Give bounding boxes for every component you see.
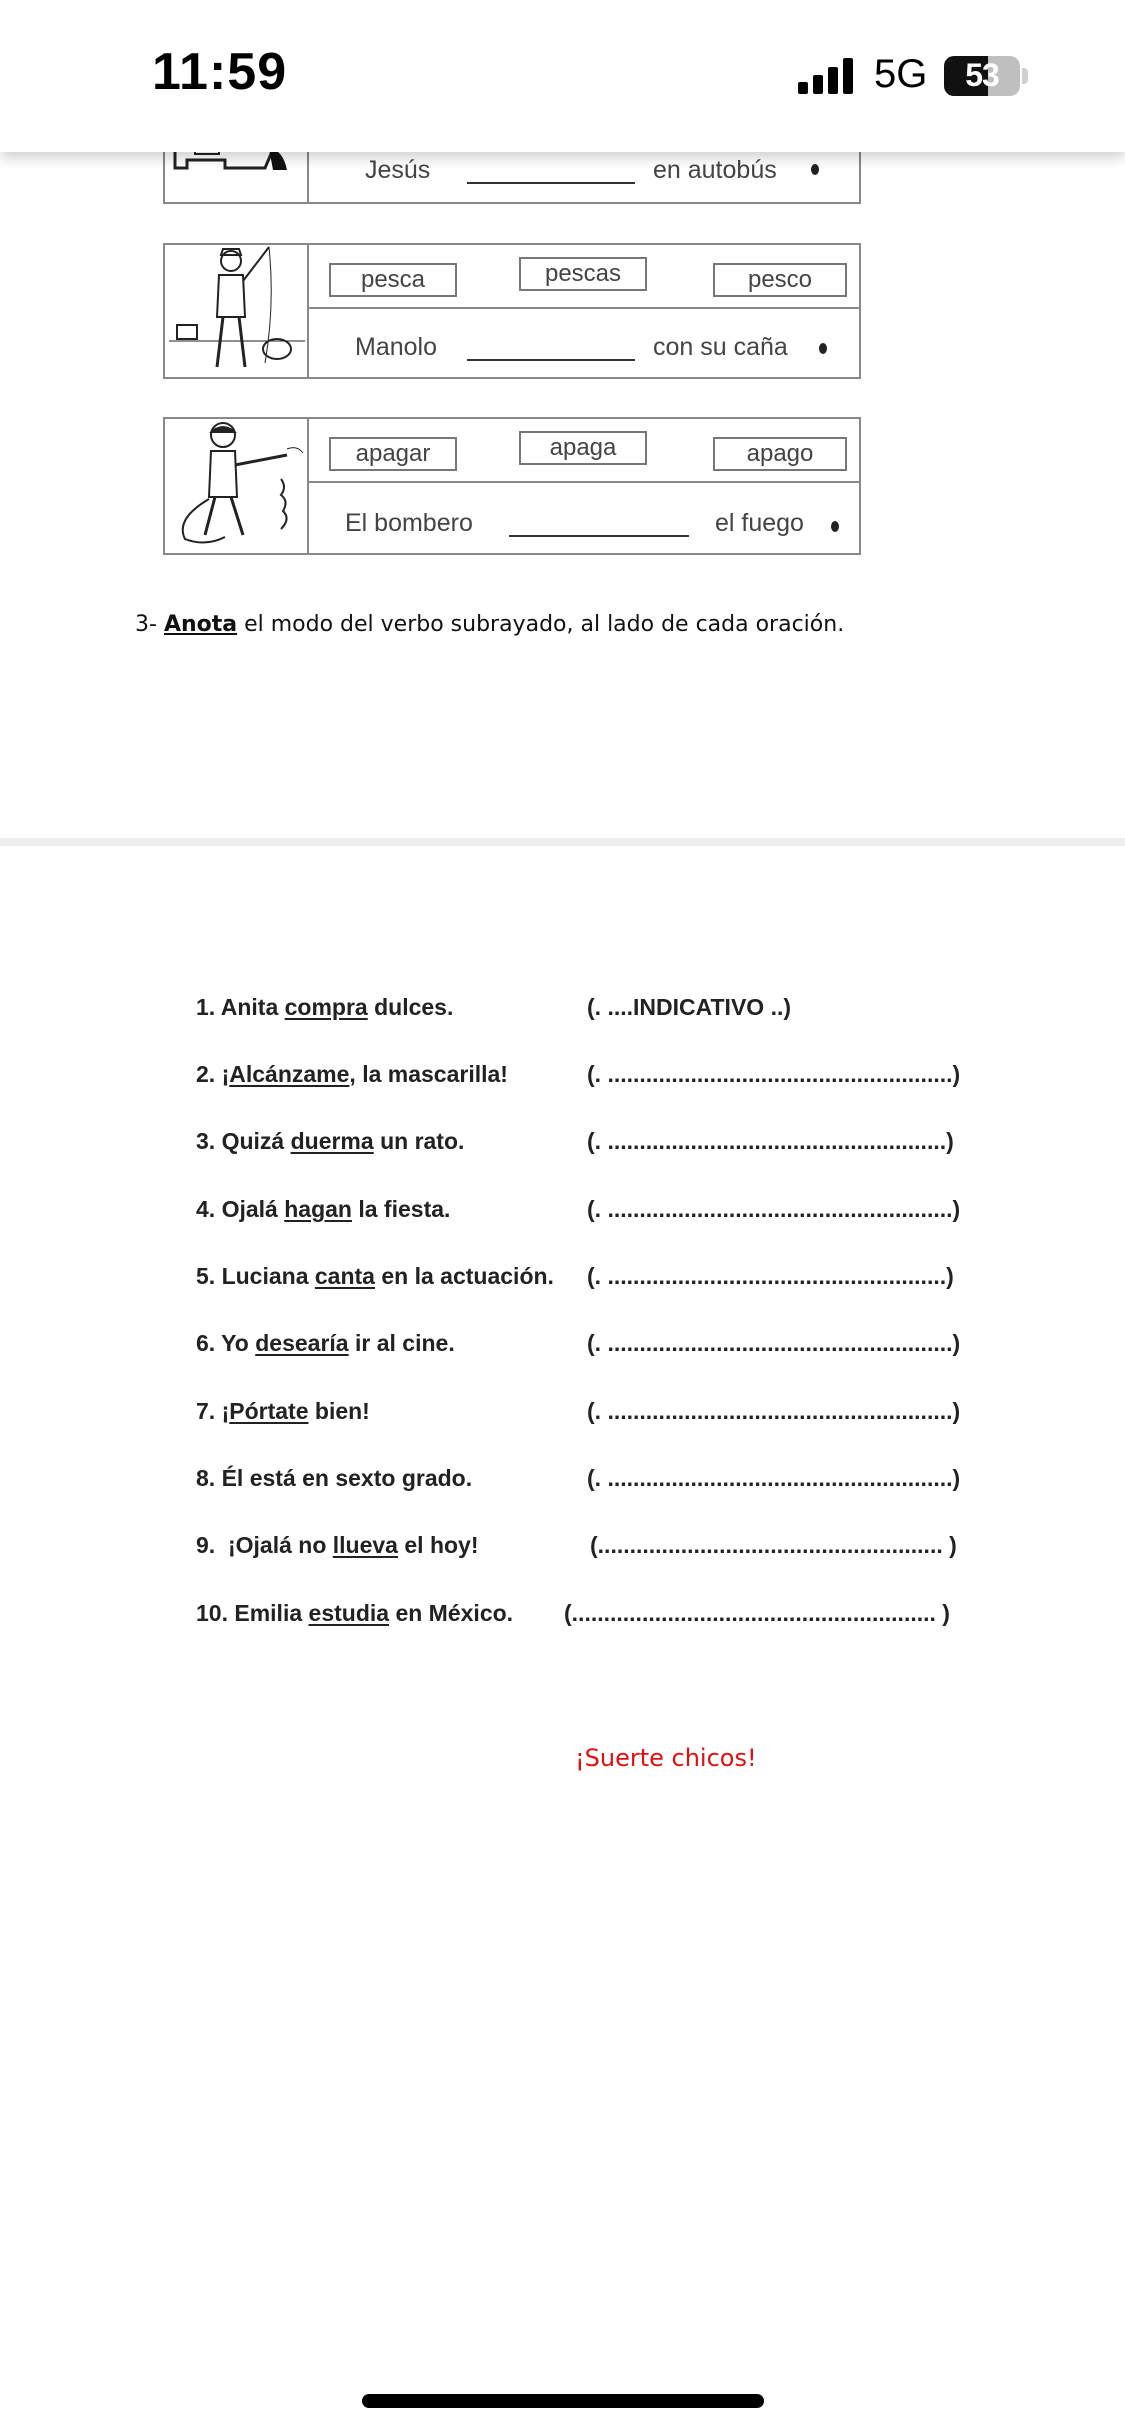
answer-field: (. ......................................................) (587, 1398, 961, 1424)
list-item: 3. Quizá duerma un rato. (196, 1128, 465, 1154)
list-item: 10. Emilia estudia en México. (196, 1600, 514, 1626)
answer-field: (. ......................................................) (587, 1061, 961, 1087)
instruction-number: 3- (135, 612, 157, 637)
answer-field: (...................................................... ) (590, 1532, 957, 1558)
sentence-end: en autobús (653, 156, 777, 184)
instruction-bold-word: Anota (163, 612, 238, 637)
list-item: 1. Anita compra dulces. (196, 994, 454, 1020)
status-time: 11:59 (152, 43, 288, 101)
sentence-start: Manolo (355, 333, 437, 361)
list-item: 9. ¡Ojalá no llueva el hoy! (196, 1532, 479, 1558)
answer-field: (. ......................................................) (587, 1196, 961, 1222)
verb-option: pescas (519, 257, 647, 291)
verb-option: apago (713, 437, 847, 471)
sentence-end: el fuego (715, 509, 804, 537)
list-item: 5. Luciana canta en la actuación. (196, 1263, 554, 1289)
options-divider (307, 307, 859, 309)
answer-blank (509, 535, 689, 537)
closing-message: ¡Suerte chicos! (575, 1744, 757, 1772)
answer-field: (. ....INDICATIVO ..) (587, 994, 792, 1020)
list-item: 8. Él está en sexto grado. (196, 1465, 473, 1491)
answer-field: (. ......................................................) (587, 1330, 961, 1356)
network-type: 5G (874, 52, 928, 96)
answer-blank (467, 182, 635, 184)
battery-level: 53 (965, 57, 999, 93)
instruction-rest: el modo del verbo subrayado, al lado de cada oración. (237, 612, 845, 637)
answer-field: (. .....................................................) (587, 1128, 954, 1154)
sentence-end: con su caña (653, 333, 788, 361)
fisherman-illustration (165, 245, 309, 377)
verb-option: apagar (329, 437, 457, 471)
battery-icon (944, 56, 1020, 96)
answer-field: (. .....................................................) (587, 1263, 954, 1289)
list-item: 7. ¡Pórtate bien! (196, 1398, 370, 1424)
cellular-signal-icon (798, 58, 856, 94)
list-item: 4. Ojalá hagan la fiesta. (196, 1196, 451, 1222)
exercise-row-2 (163, 243, 861, 379)
sentence-start: Jesús (365, 156, 431, 184)
verb-option: apaga (519, 431, 647, 465)
answer-field: (......................................................... ) (564, 1600, 950, 1626)
sentence-start: El bombero (345, 509, 473, 537)
page-divider (0, 838, 1125, 846)
instruction-text (135, 612, 844, 637)
list-item: 6. Yo desearía ir al cine. (196, 1330, 455, 1356)
sentence-period (831, 521, 839, 532)
answer-field: (. ......................................................) (587, 1465, 961, 1491)
status-bar (0, 0, 1125, 152)
options-divider (307, 481, 859, 483)
exercise-row-3 (163, 417, 861, 555)
sentence-period (811, 164, 819, 175)
battery-cap (1022, 68, 1028, 84)
home-indicator[interactable] (362, 2394, 764, 2408)
firefighter-illustration (165, 419, 309, 553)
answer-blank (467, 359, 635, 361)
sentence-period (819, 343, 827, 354)
verb-option: pesca (329, 263, 457, 297)
verb-option: pesco (713, 263, 847, 297)
list-item: 2. ¡Alcánzame, la mascarilla! (196, 1061, 508, 1087)
